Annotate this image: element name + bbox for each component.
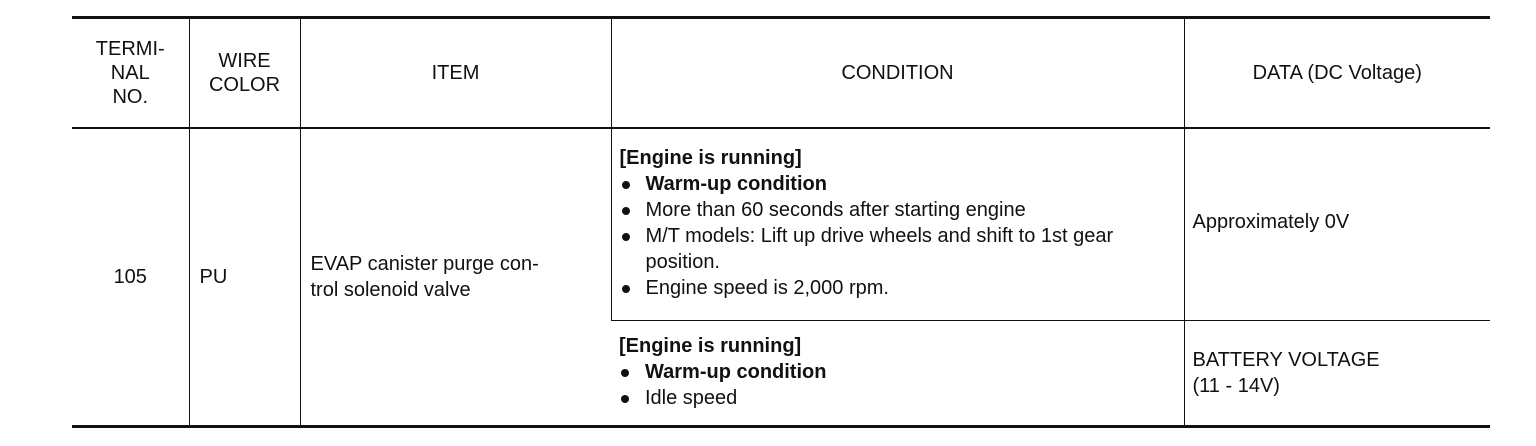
condition-bullet-list [620,171,1176,301]
header-item: ITEM [300,18,611,129]
list-item: Idle speed [619,385,1176,411]
header-wire-color: WIRE COLOR [189,18,300,129]
condition-heading: [Engine is running] [619,334,802,357]
item-cell: EVAP canister purge con- trol solenoid valve [300,128,611,426]
terminal-number-cell: 105 [72,128,189,426]
bullet-icon [622,233,630,241]
data-value-cell: BATTERY VOLTAGE (11 - 14V) [1184,320,1490,426]
data-value-cell: Approximately 0V [1184,128,1490,320]
ecm-terminal-table [72,16,1490,428]
list-item: M/T models: Lift up drive wheels and shift to 1st gear position. [620,223,1176,275]
header-terminal-no: TERMI- NAL NO. [72,18,189,129]
condition-cell [611,320,1184,426]
wire-color-cell: PU [189,128,300,426]
list-item: Warm-up condition [620,171,1176,197]
list-item: Engine speed is 2,000 rpm. [620,275,1176,301]
list-item: More than 60 seconds after starting engine [620,197,1176,223]
bullet-icon [622,285,630,293]
table-row [72,128,1490,320]
condition-bullet-list [619,359,1176,411]
bullet-icon [622,181,630,189]
bullet-icon [621,369,629,377]
condition-heading: [Engine is running] [619,147,802,169]
header-condition: CONDITION [611,18,1184,129]
list-item: Warm-up condition [619,359,1176,385]
bullet-icon [622,207,630,215]
header-data: DATA (DC Voltage) [1184,18,1490,129]
bullet-icon [621,395,629,403]
condition-cell [611,128,1184,320]
header-row [72,18,1490,129]
terminal-data-table [72,16,1490,428]
